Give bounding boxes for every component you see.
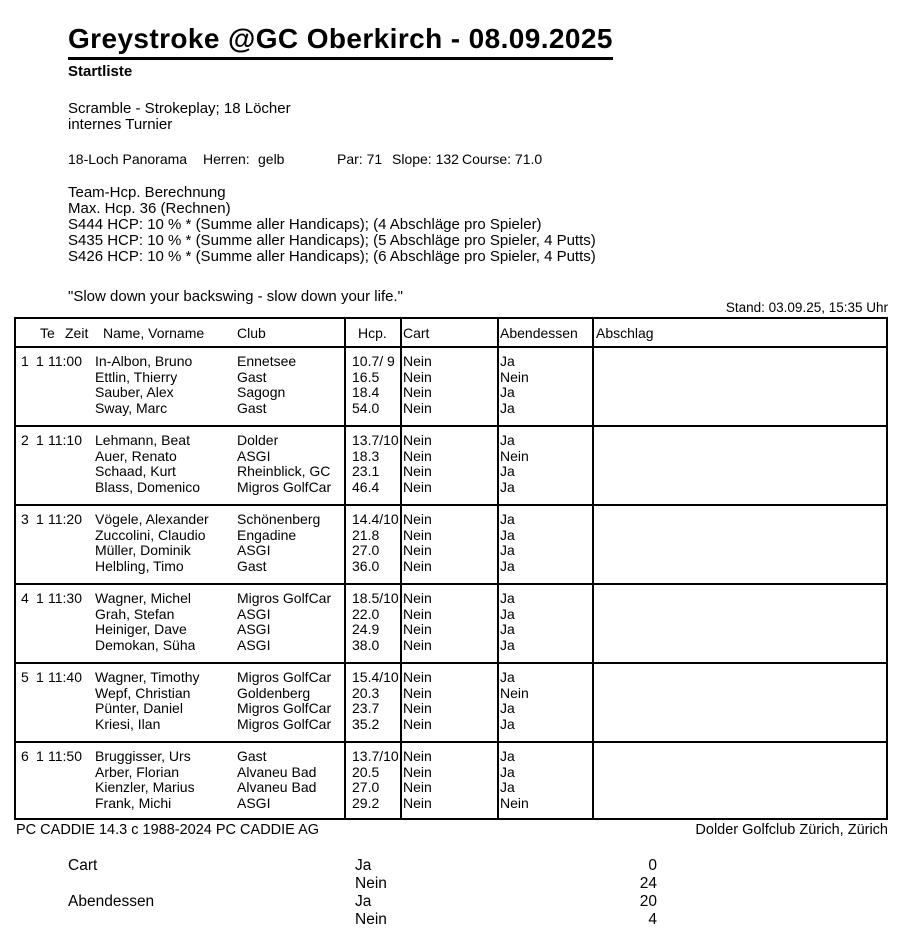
player-club: ASGI	[237, 795, 271, 811]
table-body	[16, 348, 886, 820]
dinner-value: Ja	[500, 432, 515, 448]
status-timestamp: Stand: 03.09.25, 15:35 Uhr	[725, 300, 888, 315]
player-row	[16, 638, 886, 654]
dinner-value: Ja	[500, 399, 515, 416]
player-handicap: 14.4/10	[352, 511, 399, 527]
column-header-te: Te	[40, 325, 55, 341]
cart-value: Nein	[403, 463, 432, 479]
player-name: Bruggisser, Urs	[95, 749, 191, 764]
course-name: 18-Loch Panorama	[68, 151, 188, 167]
player-club: Migros GolfCar	[237, 591, 332, 606]
summary-option: Ja	[355, 893, 372, 910]
summary-option: Nein	[355, 875, 387, 892]
course-par: Par: 71	[337, 151, 383, 167]
dinner-value: Nein	[500, 684, 529, 701]
dinner-value: Ja	[500, 478, 515, 495]
column-header-name: Name, Vorname	[103, 325, 205, 341]
dinner-value: Ja	[500, 353, 515, 369]
player-name: Kienzler, Marius	[95, 780, 195, 795]
summary-label: Abendessen	[68, 893, 155, 910]
summary-count: 0	[648, 857, 657, 874]
player-club: Gast	[237, 400, 267, 416]
player-row	[16, 559, 886, 575]
player-row	[16, 670, 886, 686]
cart-value: Nein	[403, 478, 432, 495]
player-handicap: 16.5	[352, 368, 380, 385]
start-time: 11:20	[48, 511, 82, 527]
player-handicap: 20.3	[352, 684, 380, 701]
tee-number: 1	[36, 511, 44, 527]
player-row	[16, 607, 886, 623]
summary-count: 20	[639, 893, 657, 910]
dinner-value: Ja	[500, 557, 515, 574]
summary-label: Cart	[68, 857, 98, 874]
tee-number: 1	[36, 748, 44, 764]
player-handicap: 15.4/10	[352, 669, 399, 685]
player-name: Wagner, Michel	[95, 591, 191, 606]
page-title: Greystroke @GC Oberkirch - 08.09.2025	[68, 23, 613, 60]
column-header-cart: Cart	[403, 325, 430, 341]
player-row	[16, 591, 886, 607]
hcp-rule-line: Team-Hcp. Berechnung	[68, 184, 226, 201]
tee-number: 1	[36, 353, 44, 369]
player-handicap: 23.1	[352, 463, 380, 479]
player-name: Sway, Marc	[95, 400, 168, 416]
player-handicap: 35.2	[352, 715, 380, 732]
player-handicap: 10.7/ 9	[352, 353, 395, 369]
player-row	[16, 512, 886, 528]
player-club: Migros GolfCar	[237, 716, 332, 732]
summary-count: 24	[639, 875, 657, 892]
cart-value: Nein	[403, 636, 432, 653]
player-row	[16, 749, 886, 765]
motto-quote: "Slow down your backswing - slow down your life."	[68, 288, 403, 305]
player-name: Ettlin, Thierry	[95, 369, 178, 385]
start-time: 11:30	[48, 590, 82, 606]
player-handicap: 36.0	[352, 557, 380, 574]
hcp-rules-block	[68, 185, 596, 265]
flight-group	[16, 506, 886, 585]
start-time: 11:00	[48, 353, 82, 369]
column-header-club: Club	[237, 325, 266, 341]
cart-value: Nein	[403, 779, 432, 795]
player-club: Goldenberg	[237, 685, 311, 701]
dinner-value: Nein	[500, 447, 529, 464]
player-row	[16, 717, 886, 733]
summary-row	[0, 893, 900, 911]
cart-value: Nein	[403, 542, 432, 558]
hcp-rule-line: S426 HCP: 10 % * (Summe aller Handicaps); (6 Abschläge pro Spieler, 4 Putts)	[68, 248, 596, 265]
player-club: Dolder	[237, 433, 279, 448]
table-header-row	[16, 319, 886, 348]
counts-summary	[0, 857, 900, 929]
player-club: Gast	[237, 558, 267, 574]
player-name: Lehmann, Beat	[95, 433, 190, 448]
player-row	[16, 480, 886, 496]
player-club: ASGI	[237, 606, 271, 622]
dinner-value: Nein	[500, 368, 529, 385]
summary-row	[0, 875, 900, 893]
dinner-value: Ja	[500, 779, 515, 795]
column-header-zeit: Zeit	[65, 325, 89, 341]
player-row	[16, 433, 886, 449]
start-time: 11:40	[48, 669, 82, 685]
player-name: Vögele, Alexander	[95, 512, 209, 527]
player-club: ASGI	[237, 637, 271, 653]
player-club: Alvaneu Bad	[237, 780, 317, 795]
tee-number: 1	[36, 432, 44, 448]
player-row	[16, 701, 886, 717]
player-name: Arber, Florian	[95, 764, 180, 780]
dinner-value: Ja	[500, 715, 515, 732]
player-name: Müller, Dominik	[95, 543, 191, 558]
player-row	[16, 528, 886, 544]
start-list-table	[14, 317, 888, 820]
player-club: Migros GolfCar	[237, 479, 332, 495]
summary-count: 4	[648, 911, 657, 928]
course-info-line	[0, 151, 900, 167]
player-handicap: 54.0	[352, 399, 380, 416]
player-row	[16, 780, 886, 796]
player-name: Schaad, Kurt	[95, 464, 176, 479]
player-row	[16, 686, 886, 702]
player-club: Gast	[237, 749, 267, 764]
player-club: Migros GolfCar	[237, 670, 332, 685]
player-handicap: 18.3	[352, 447, 380, 464]
player-name: Auer, Renato	[95, 448, 177, 464]
player-row	[16, 449, 886, 465]
column-header-abschlag: Abschlag	[596, 325, 654, 341]
dinner-value: Ja	[500, 526, 515, 543]
player-club: Gast	[237, 369, 267, 385]
player-handicap: 18.5/10	[352, 590, 399, 606]
player-name: Kriesi, Ilan	[95, 716, 161, 732]
cart-value: Nein	[403, 368, 432, 385]
group-number: 2	[21, 432, 29, 448]
player-handicap: 13.7/10	[352, 748, 399, 764]
dinner-value: Ja	[500, 384, 515, 400]
tee-color: gelb	[258, 151, 285, 167]
cart-value: Nein	[403, 384, 432, 400]
player-name: Zuccolini, Claudio	[95, 527, 206, 543]
club-name-footer: Dolder Golfclub Zürich, Zürich	[695, 822, 888, 838]
player-handicap: 21.8	[352, 526, 380, 543]
cart-value: Nein	[403, 794, 432, 811]
hcp-rule-line: S444 HCP: 10 % * (Summe aller Handicaps); (4 Abschläge pro Spieler)	[68, 216, 542, 233]
player-club: Ennetsee	[237, 354, 297, 369]
cart-value: Nein	[403, 669, 432, 685]
group-number: 5	[21, 669, 29, 685]
group-number: 6	[21, 748, 29, 764]
player-row	[16, 796, 886, 812]
dinner-value: Ja	[500, 590, 515, 606]
flight-group	[16, 348, 886, 427]
course-category: Herren:	[203, 151, 250, 167]
player-handicap: 27.0	[352, 542, 380, 558]
player-club: Alvaneu Bad	[237, 764, 317, 780]
cart-value: Nein	[403, 526, 432, 543]
cart-value: Nein	[403, 590, 432, 606]
player-name: Wepf, Christian	[95, 685, 191, 701]
player-club: Schönenberg	[237, 512, 321, 527]
tee-number: 1	[36, 590, 44, 606]
player-row	[16, 354, 886, 370]
cart-value: Nein	[403, 621, 432, 637]
dinner-value: Ja	[500, 700, 515, 716]
group-number: 3	[21, 511, 29, 527]
player-row	[16, 401, 886, 417]
player-club: Rheinblick, GC	[237, 464, 331, 479]
player-club: Engadine	[237, 527, 297, 543]
player-row	[16, 370, 886, 386]
course-slope: Slope: 132	[392, 151, 459, 167]
hcp-rule-line: Max. Hcp. 36 (Rechnen)	[68, 200, 231, 217]
tee-number: 1	[36, 669, 44, 685]
dinner-value: Ja	[500, 511, 515, 527]
column-header-abendessen: Abendessen	[500, 325, 578, 341]
cart-value: Nein	[403, 748, 432, 764]
cart-value: Nein	[403, 715, 432, 732]
player-club: ASGI	[237, 448, 271, 464]
software-credit: PC CADDIE 14.3 c 1988-2024 PC CADDIE AG	[16, 822, 320, 838]
dinner-value: Ja	[500, 748, 515, 764]
flight-group	[16, 664, 886, 743]
summary-row	[0, 911, 900, 929]
player-club: ASGI	[237, 543, 271, 558]
player-name: Helbling, Timo	[95, 558, 184, 574]
dinner-value: Ja	[500, 542, 515, 558]
player-name: Heiniger, Dave	[95, 622, 187, 637]
player-handicap: 38.0	[352, 636, 380, 653]
player-row	[16, 543, 886, 559]
cart-value: Nein	[403, 763, 432, 780]
player-row	[16, 765, 886, 781]
course-rating: Course: 71.0	[462, 151, 543, 167]
cart-value: Nein	[403, 447, 432, 464]
group-number: 4	[21, 590, 29, 606]
flight-group	[16, 427, 886, 506]
player-club: Migros GolfCar	[237, 701, 332, 716]
format-line-2: internes Turnier	[68, 116, 173, 133]
player-handicap: 27.0	[352, 779, 380, 795]
cart-value: Nein	[403, 432, 432, 448]
column-header-hcp: Hcp.	[358, 325, 387, 341]
player-name: Sauber, Alex	[95, 385, 174, 400]
player-name: In-Albon, Bruno	[95, 354, 193, 369]
player-handicap: 46.4	[352, 478, 380, 495]
dinner-value: Ja	[500, 463, 515, 479]
hcp-rule-line: S435 HCP: 10 % * (Summe aller Handicaps); (5 Abschläge pro Spieler, 4 Putts)	[68, 232, 596, 249]
cart-value: Nein	[403, 399, 432, 416]
player-row	[16, 622, 886, 638]
flight-group	[16, 585, 886, 664]
cart-value: Nein	[403, 605, 432, 622]
section-label: Startliste	[68, 63, 133, 80]
player-row	[16, 385, 886, 401]
player-handicap: 24.9	[352, 621, 380, 637]
player-handicap: 18.4	[352, 384, 380, 400]
group-number: 1	[21, 353, 29, 369]
flight-group	[16, 743, 886, 820]
player-handicap: 22.0	[352, 605, 380, 622]
cart-value: Nein	[403, 700, 432, 716]
player-club: ASGI	[237, 622, 271, 637]
dinner-value: Ja	[500, 636, 515, 653]
player-handicap: 13.7/10	[352, 432, 399, 448]
player-handicap: 29.2	[352, 794, 380, 811]
player-name: Frank, Michi	[95, 795, 172, 811]
summary-option: Nein	[355, 911, 387, 928]
player-club: Sagogn	[237, 385, 286, 400]
dinner-value: Nein	[500, 794, 529, 811]
dinner-value: Ja	[500, 669, 515, 685]
player-name: Blass, Domenico	[95, 479, 201, 495]
player-handicap: 20.5	[352, 763, 380, 780]
player-name: Pünter, Daniel	[95, 701, 183, 716]
summary-row	[0, 857, 900, 875]
cart-value: Nein	[403, 684, 432, 701]
dinner-value: Ja	[500, 605, 515, 622]
player-name: Demokan, Süha	[95, 637, 196, 653]
format-line-1: Scramble - Strokeplay; 18 Löcher	[68, 100, 291, 117]
player-handicap: 23.7	[352, 700, 380, 716]
cart-value: Nein	[403, 557, 432, 574]
start-time: 11:10	[48, 432, 82, 448]
player-row	[16, 464, 886, 480]
player-name: Grah, Stefan	[95, 606, 175, 622]
dinner-value: Ja	[500, 621, 515, 637]
dinner-value: Ja	[500, 763, 515, 780]
cart-value: Nein	[403, 353, 432, 369]
start-time: 11:50	[48, 748, 82, 764]
cart-value: Nein	[403, 511, 432, 527]
player-name: Wagner, Timothy	[95, 670, 200, 685]
summary-option: Ja	[355, 857, 372, 874]
